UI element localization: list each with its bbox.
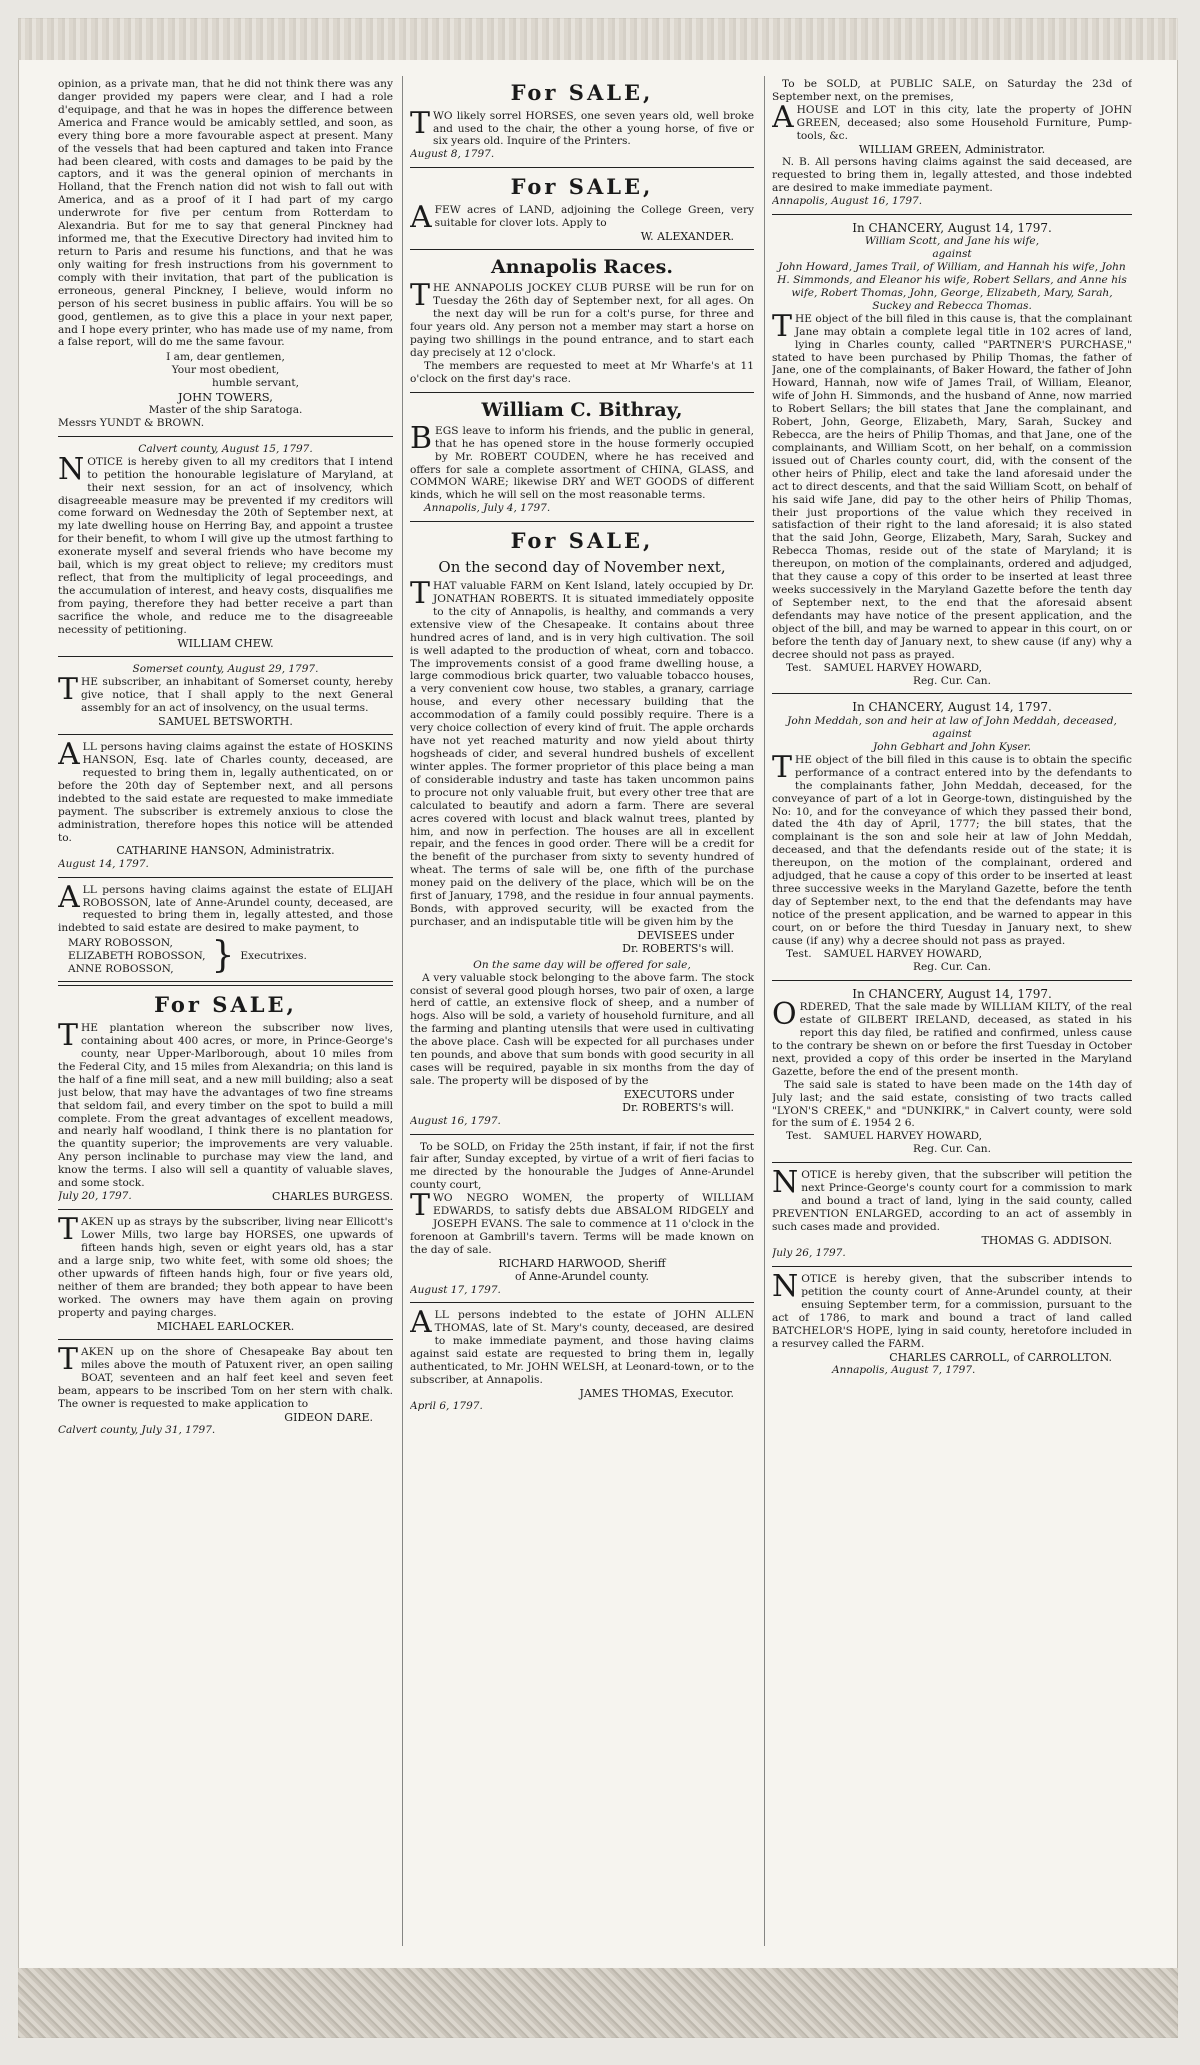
- chancery-register: Reg. Cur. Can.: [913, 1143, 991, 1156]
- divider: [772, 693, 1132, 694]
- chew-signature: WILLIAM CHEW.: [177, 636, 274, 650]
- hanson-signature: CATHARINE HANSON, Administratrix.: [116, 844, 335, 858]
- horses-heading: For SALE,: [510, 80, 654, 105]
- horses-ad: [410, 80, 754, 161]
- dropcap: T: [58, 1342, 79, 1378]
- green-signature: WILLIAM GREEN, Administrator.: [858, 142, 1046, 156]
- chancery-signature: SAMUEL HARVEY HOWARD,: [823, 947, 983, 960]
- dropcap: T: [58, 671, 79, 707]
- chancery-1: [772, 221, 1132, 688]
- thomas-date: April 6, 1797.: [410, 1400, 483, 1413]
- divider: [58, 877, 393, 878]
- races-heading: Annapolis Races.: [491, 256, 673, 279]
- chancery-test: Test.: [786, 661, 812, 674]
- chancery-test: Test.: [786, 947, 812, 960]
- chancery-heading: In CHANCERY, August 14, 1797.: [852, 220, 1052, 235]
- land-ad: [410, 174, 754, 243]
- stock-date: August 16, 1797.: [410, 1114, 501, 1127]
- letter-addressee: Messrs YUNDT & BROWN.: [58, 417, 205, 430]
- dropcap: T: [58, 1018, 79, 1054]
- farm-ad: [410, 528, 754, 1127]
- bithray-date: Annapolis, July 4, 1797.: [424, 502, 551, 515]
- farm-subheading: On the second day of November next,: [438, 557, 726, 576]
- chancery-register: Reg. Cur. Can.: [913, 674, 991, 687]
- chancery-body: HE object of the bill filed in this cause is to obtain the specific performance of a contract entered into by the defendants to the complainants father, John Meddah, deceased, for the conveyance of part of a lot in George-town, distinguished by the No: 10, and for the conveyance of which they passed their bond, dated the 4th day of April, 1777; the bill states, that the complainant is the son and sole heir at law of John Meddah, deceased, and that the defendants reside out of the state; it is thereupon, on the motion of the complainant, ordered and adjudged, that he cause a copy of this order to be inserted at least three successive weeks in the Maryland Gazette, before the tenth day of September next, to the end that the defendants may have notice of the present application, and be warned to appear in this court, on or before the third Tuesday in January next, to shew cause (if any) why a decree should not pass as prayed.: [772, 753, 1132, 947]
- burgess-heading: For SALE,: [154, 992, 297, 1018]
- chancery-parties: John Meddah, son and heir at law of John Meddah, deceased,: [787, 715, 1117, 728]
- executrix-name: ELIZABETH ROBOSSON,: [68, 950, 206, 963]
- hanson-notice: [58, 737, 393, 871]
- chancery-signature: SAMUEL HARVEY HOWARD,: [823, 1130, 983, 1143]
- horses-date: August 8, 1797.: [410, 148, 495, 161]
- executrix-name: MARY ROBOSSON,: [68, 937, 173, 950]
- horses-body: WO likely sorrel HORSES, one seven years old, well broke and used to the chair, the other a young horse, of five or six years old. Inquire of the Printers.: [433, 109, 754, 148]
- chancery-register: Reg. Cur. Can.: [913, 960, 991, 973]
- chancery-body: HE object of the bill filed in this cause is, that the complainant Jane may obtain a complete legal title in 102 acres of land, lying in Charles county, called "PARTNER'S PURCHASE," stated to have been purchased by Philip Thomas, the father of Jane, one of the complainants, of Baker Howard, the father of John Howard, Hannah, now wife of James Trail, of William, Eleanor, wife of John H. Simmonds, and the husband of Anne, now married to Robert Sellars; the bill states that Jane the complainant, and Robert, John, George, Elizabeth, Mary, Sarah, Suckey and Rebecca, are the heirs of Philip Thomas, and that Jane, one of the complainants, and William Scott, on her behalf, on a commission issued out of Charles county court, did, with the consent of the other heirs of Philip, elect and take the land aforesaid under the act to direct descents, and that the said William Scott, on behalf of his said wife Jane, did pay to the other heirs of Philip Thomas, their just proportions of the value which they received in satisfaction of their right to the land aforesaid; it is also stated that the said John, George, Elizabeth, Mary, Sarah, Suckey and Rebecca Thomas, reside out of the state of Maryland; it is thereupon, on motion of the complainants, ordered and adjudged, that they cause a copy of this order to be inserted at least three weeks successively in the Maryland Gazette before the tenth day of September next, to the end that the aforesaid absent defendants may have notice of the present application, and the object of the bill, and may be warned to appear in this court, on or before the tenth day of January next, to shew cause (if any) why a decree should not pass as prayed.: [772, 312, 1132, 661]
- burgess-signature: CHARLES BURGESS.: [271, 1190, 393, 1204]
- scan-bottom-edge: [18, 1968, 1178, 2038]
- thomas-signature: JAMES THOMAS, Executor.: [579, 1386, 734, 1400]
- harwood-signature-2: of Anne-Arundel county.: [514, 1270, 650, 1284]
- dropcap: A: [772, 99, 794, 135]
- earlocker-signature: MICHAEL EARLOCKER.: [156, 1319, 295, 1333]
- divider: [772, 980, 1132, 981]
- burgess-date: July 20, 1797.: [58, 1190, 132, 1203]
- dare-signature: GIDEON DARE.: [284, 1410, 373, 1424]
- newspaper-page: [18, 18, 1178, 2038]
- green-note: N. B. All persons having claims against the said deceased, are requested to bring them in, legally attested, and those indebted are desired to make immediate payment.: [772, 156, 1132, 194]
- farm-signature: DEVISEES under: [637, 928, 734, 942]
- letter-name: JOHN TOWERS,: [178, 390, 273, 405]
- harwood-signature: RICHARD HARWOOD, Sheriff: [498, 1256, 666, 1270]
- towers-letter: [58, 78, 393, 430]
- letter-title: Master of the ship Saratoga.: [148, 404, 303, 417]
- divider: [772, 1266, 1132, 1267]
- burgess-ad: [58, 992, 393, 1203]
- letter-closing: I am, dear gentlemen,: [166, 351, 285, 364]
- carroll-notice: [772, 1269, 1132, 1377]
- land-heading: For SALE,: [510, 174, 654, 200]
- chancery-parties: William Scott, and Jane his wife,: [864, 235, 1040, 248]
- carroll-signature: CHARLES CARROLL, of CARROLLTON.: [889, 1350, 1112, 1364]
- chancery-defendants: John Gebhart and John Kyser.: [872, 740, 1032, 753]
- chew-dateline: Calvert county, August 15, 1797.: [138, 442, 313, 455]
- thomas-body: LL persons indebted to the estate of JOHN ALLEN THOMAS, late of St. Mary's county, deceased, are desired to make immediate payment, and those having claims against said estate are requested to bring them in, legally authenticated, to Mr. JOHN WELSH, at Leonard-town, or to the subscriber, at Annapolis.: [410, 1309, 754, 1387]
- dropcap: B: [410, 420, 433, 456]
- carroll-date: Annapolis, August 7, 1797.: [832, 1363, 976, 1376]
- betsworth-notice: [58, 663, 393, 728]
- betsworth-dateline: Somerset county, August 29, 1797.: [132, 663, 319, 676]
- harwood-body: WO NEGRO WOMEN, the property of WILLIAM EDWARDS, to satisfy debts due ABSALOM RIDGELY and JOSEPH EVANS. The sale to commence at 11 o'clock in the forenoon at Gambrill's tavern. Terms will be made known on the day of sale.: [410, 1192, 754, 1256]
- divider: [58, 436, 393, 437]
- green-notice: [772, 78, 1132, 208]
- chancery-body: RDERED, That the sale made by WILLIAM KILTY, of the real estate of GILBERT IRELAND, deceased, as stated in his report this day filed, be ratified and confirmed, unless cause to the contrary be shewn on or before the first Tuesday in October next, provided a copy of this order be inserted in the Maryland Gazette, before the end of the present month.: [772, 1001, 1132, 1078]
- betsworth-signature: SAMUEL BETSWORTH.: [158, 714, 293, 728]
- letter-obedient: Your most obedient,: [171, 364, 280, 377]
- executrix-list: [68, 937, 393, 975]
- dropcap: A: [58, 737, 80, 773]
- addison-date: July 26, 1797.: [772, 1247, 846, 1260]
- addison-signature: THOMAS G. ADDISON.: [981, 1233, 1112, 1247]
- dropcap: T: [58, 1212, 79, 1248]
- dropcap: O: [772, 997, 797, 1033]
- divider: [58, 1339, 393, 1340]
- dropcap: T: [410, 575, 431, 611]
- chancery-against: against: [932, 728, 972, 741]
- burgess-body: HE plantation whereon the subscriber now lives, containing about 400 acres, or more, in Prince-George's county, near Upper-Marlborough, about 10 miles from the Federal City, and 15 miles from Alexandria; on this land is the half of a fine mill seat, and a new mill building; also a seat just below, that may have the advantages of two fine streams that seldom fail, and every timber on the spot to build a mill complete. From the great advantages of excellent meadows, and nearly half woodland, I think there is no plantation for the quantity superior; the improvements are very valuable. Any person inclinable to purchase may view the land, and know the terms. I also will sell a quantity of valuable slaves, and some stock.: [58, 1022, 393, 1190]
- addison-body: OTICE is hereby given, that the subscriber will petition the next Prince-George's county court for a commission to mark and bound a tract of land, lying in the said county, called PREVENTION ENLARGED, according to an act of assembly in such cases made and provided.: [772, 1169, 1132, 1233]
- bithray-ad: [410, 399, 754, 516]
- races-body: HE ANNAPOLIS JOCKEY CLUB PURSE will be run for on Tuesday the 26th day of September next, for all ages. On the next day will be run for a colt's purse, for three and four years old. Any person not a member may start a horse on paying two shillings in the pound entrance, and to start each day precisely at 12 o'clock.: [410, 282, 754, 359]
- column-rule-1: [402, 76, 403, 1946]
- thomas-notice: [410, 1305, 754, 1413]
- dropcap: T: [410, 105, 431, 141]
- column-rule-2: [764, 76, 765, 1946]
- divider: [58, 656, 393, 657]
- green-intro: To be SOLD, at PUBLIC SALE, on Saturday the 23d of September next, on the premises,: [772, 78, 1132, 103]
- stock-intro: On the same day will be offered for sale,: [473, 958, 691, 971]
- dropcap: A: [410, 199, 432, 235]
- chancery-test: Test.: [786, 1130, 812, 1143]
- stock-signature: EXECUTORS under: [623, 1087, 734, 1101]
- dropcap: T: [772, 308, 793, 344]
- divider: [410, 1134, 754, 1135]
- farm-heading: For SALE,: [510, 528, 654, 554]
- dropcap: N: [772, 1269, 799, 1305]
- divider: [772, 214, 1132, 215]
- hanson-body: LL persons having claims against the estate of HOSKINS HANSON, Esq. late of Charles county, deceased, are requested to bring them in, legally authenticated, on or before the 20th day of September next, and all persons indebted to the said estate are requested to make immediate payment. The subscriber is extremely anxious to close the administration, therefore hopes this notice will be attended to.: [58, 741, 393, 844]
- races-note: The members are requested to meet at Mr Wharfe's at 11 o'clock on the first day's race.: [410, 359, 754, 385]
- chancery-heading: In CHANCERY, August 14, 1797.: [852, 700, 1052, 715]
- brace-glyph: }: [211, 935, 235, 977]
- divider: [772, 1162, 1132, 1163]
- divider: [410, 167, 754, 168]
- divider: [410, 249, 754, 250]
- bithray-heading: William C. Bithray,: [481, 398, 683, 421]
- divider: [58, 1209, 393, 1210]
- chancery-heading: In CHANCERY, August 14, 1797.: [852, 986, 1052, 1001]
- earlocker-notice: [58, 1212, 393, 1333]
- earlocker-body: AKEN up as strays by the subscriber, living near Ellicott's Lower Mills, two large bay HORSES, one upwards of fifteen hands high, seven or eight years old, has a star and a large snip, two white feet, with some old shoes; the other upwards of fifteen hands high, four or five years old, neither of them are branded; they both appear to have been worked. The owners may have them again on proving property and paying charges.: [58, 1216, 393, 1319]
- executrix-name: ANNE ROBOSSON,: [68, 962, 174, 975]
- dare-notice: [58, 1342, 393, 1437]
- chew-notice: [58, 443, 393, 650]
- harwood-date: August 17, 1797.: [410, 1283, 501, 1296]
- farm-body: HAT valuable FARM on Kent Island, lately occupied by Dr. JONATHAN ROBERTS. It is situated immediately opposite to the city of Annapolis, is healthy, and commands a very extensive view of the Chesapeake. It contains about three hundred acres of land, and is in very high cultivation. The soil is well adapted to the production of wheat, corn and tobacco. The improvements consist of a good frame dwelling house, a large commodious brick quarter, two valuable tobacco houses, a very convenient cow house, two stables, a granary, carriage house, and every other necessary building that the accommodation of a family could possibly require. There is a very choice collection of every kind of fruit. The apple orchards have not yet reached maturity and now yield about thirty hogsheads of cider, and several hundred bushels of excellent winter apples. The former proprietor of this place being a man of considerable industry and taste has taken uncommon pains to procure not only valuable fruit, but every other tree that are calculated to beautify and adorn a farm. There are several acres covered with locust and black walnut trees, planted by him, and now in perfection. The houses are all in excellent repair, and the fences in good order. There will be a credit for the benefit of the purchaser from sixty to seventy hundred of wheat. The terms of sale will be, one fifth of the purchase money paid on the delivery of the place, which will be on the first of January, 1798, and the residue in four annual payments. Bonds, with approved security, will be exacted from the purchaser, and an indisputable title will be given him by the: [410, 579, 754, 928]
- dropcap: T: [772, 749, 793, 785]
- farm-signature-2: Dr. ROBERTS's will.: [622, 942, 734, 956]
- dropcap: N: [58, 451, 85, 487]
- divider: [58, 734, 393, 735]
- chew-body: OTICE is hereby given to all my creditors that I intend to petition the honourable legislature of Maryland, at their next session, for an act of insolvency, which disagreeable measure may be prevented if my creditors will come forward on Wednesday the 20th of September next, at my late dwelling house on Herring Bay, and appoint a trustee for their benefit, to whom I will give up the utmost farthing to exonerate myself and several friends who have become my bail, which is my great object to relieve; my creditors must reflect, that from the multiplicity of legal proceedings, and the accumulation of interest, and heavy costs, disqualifies me from paying, therefore they had better receive a part than sacrifice the whole, and reduce me to the disagreeable necessity of petitioning.: [58, 455, 393, 636]
- scan-top-edge: [18, 18, 1178, 60]
- carroll-body: OTICE is hereby given, that the subscriber intends to petition the county court of Anne-Arundel county, at their ensuing September term, for a commission, pursuant to the act of 1786, to mark and bound a tract of land called BATCHELOR'S HOPE, lying in said county, heretofore included in a resurvey called the FARM.: [772, 1273, 1132, 1350]
- dare-date: Calvert county, July 31, 1797.: [58, 1424, 216, 1437]
- dropcap: A: [410, 1305, 432, 1341]
- chancery-against: against: [932, 248, 972, 261]
- stock-signature-2: Dr. ROBERTS's will.: [622, 1101, 734, 1115]
- dropcap: T: [410, 1188, 431, 1224]
- chancery-body-2: The said sale is stated to have been made on the 14th day of July last; and the said estate, consisting of two tracts called "LYON'S CREEK," and "DUNKIRK," in Calvert county, were sold for the sum of £. 1954 2 6.: [772, 1078, 1132, 1130]
- divider: [410, 392, 754, 393]
- harwood-intro: To be SOLD, on Friday the 25th instant, if fair, if not the first fair after, Sunday excepted, by virtue of a writ of fieri facias to me directed by the honourable the Judges of Anne-Arundel county court,: [410, 1140, 754, 1192]
- double-divider: [58, 981, 393, 986]
- dropcap: T: [410, 278, 431, 314]
- harwood-notice: [410, 1141, 754, 1297]
- letter-servant: humble servant,: [211, 377, 300, 390]
- chancery-3: [772, 987, 1132, 1157]
- column-3: [772, 78, 1132, 1952]
- column-2: [410, 78, 754, 1952]
- robosson-body: LL persons having claims against the estate of ELIJAH ROBOSSON, late of Anne-Arundel county, deceased, are requested to bring them in, legally attested, and those indebted to said estate are desired to make payment, to: [58, 883, 393, 935]
- chancery-2: [772, 700, 1132, 973]
- land-body: FEW acres of LAND, adjoining the College Green, very suitable for clover lots. Apply to: [434, 203, 754, 229]
- green-body: HOUSE and LOT in this city, late the property of JOHN GREEN, deceased; also some Household Furniture, Pump-tools, &c.: [796, 103, 1132, 142]
- dropcap: N: [772, 1165, 799, 1201]
- land-signature: W. ALEXANDER.: [640, 229, 734, 243]
- betsworth-body: HE subscriber, an inhabitant of Somerset county, hereby give notice, that I shall apply to the next General assembly for an act of insolvency, on the usual terms.: [81, 675, 393, 714]
- races-ad: [410, 256, 754, 386]
- divider: [410, 1302, 754, 1303]
- divider: [410, 521, 754, 522]
- hanson-date: August 14, 1797.: [58, 857, 149, 870]
- addison-notice: [772, 1165, 1132, 1260]
- chancery-defendants: John Howard, James Trail, of William, and Hannah his wife, John H. Simmonds, and Eleanor his wife, Robert Sellars, and Anne his wife, Robert Thomas, John, George, Elizabeth, Mary, Sarah, Suckey and Rebecca Thomas.: [777, 261, 1127, 312]
- chancery-signature: SAMUEL HARVEY HOWARD,: [823, 661, 983, 674]
- letter-body: opinion, as a private man, that he did not think there was any danger provided my papers were clear, and I had a role d'equipage, and that he was in hopes the difference between America and France would be amicably settled, and soon, as every thing bore a more favourable aspect at present. Many of the vessels that had been captured and taken into France had been cleared, with costs and damages to be paid by the captors, and it was the general opinion of merchants in Holland, that the French nation did not wish to fall out with America, and as a proof of it I had part of my cargo underwrote for five per centum from Rotterdam to Alexandria. But for me to say that general Pinckney had informed me, that the Executive Directory had invited him to return to Paris and resume his functions, and that he was only waiting for fresh instructions from his government to comply with their invitation, that part of the publication is erroneous, general Pinckney, I believe, would inform no person of his secret business in public affairs. You will be so good, gentlemen, as to give this a place in your next paper, and I hope every printer, who has made use of my name, from a false report, will do me the same favour.: [58, 78, 393, 349]
- robosson-notice: [58, 879, 393, 977]
- stock-body: A very valuable stock belonging to the above farm. The stock consist of several good plough horses, two pair of oxen, a large herd of cattle, an extensive flock of sheep, and a number of hogs. Also will be sold, a variety of household furniture, and all the farming and planting utensils that were used in cultivating the above place. Cash will be expected for all purchases under ten pounds, and above that sum bonds with good security in all cases will be required, payable in six months from the day of sale. The property will be disposed of by the: [410, 971, 754, 1087]
- column-1: [58, 78, 393, 1952]
- green-date: Annapolis, August 16, 1797.: [772, 194, 923, 207]
- executrix-role: Executrixes.: [240, 949, 307, 962]
- dropcap: A: [58, 879, 80, 915]
- bithray-body: EGS leave to inform his friends, and the public in general, that he has opened store in the house formerly occupied by Mr. ROBERT COUDEN, where he has received and offers for sale a complete assortment of CHINA, GLASS, and COMMON WARE; likewise DRY and WET GOODS of different kinds, which he will sell on the most reasonable terms.: [410, 424, 754, 502]
- dare-body: AKEN up on the shore of Chesapeake Bay about ten miles above the mouth of Patuxent river, an open sailing BOAT, seventeen and an half feet keel and seven feet beam, appears to be inscribed Tom on her stern with chalk. The owner is requested to make application to: [58, 1346, 393, 1410]
